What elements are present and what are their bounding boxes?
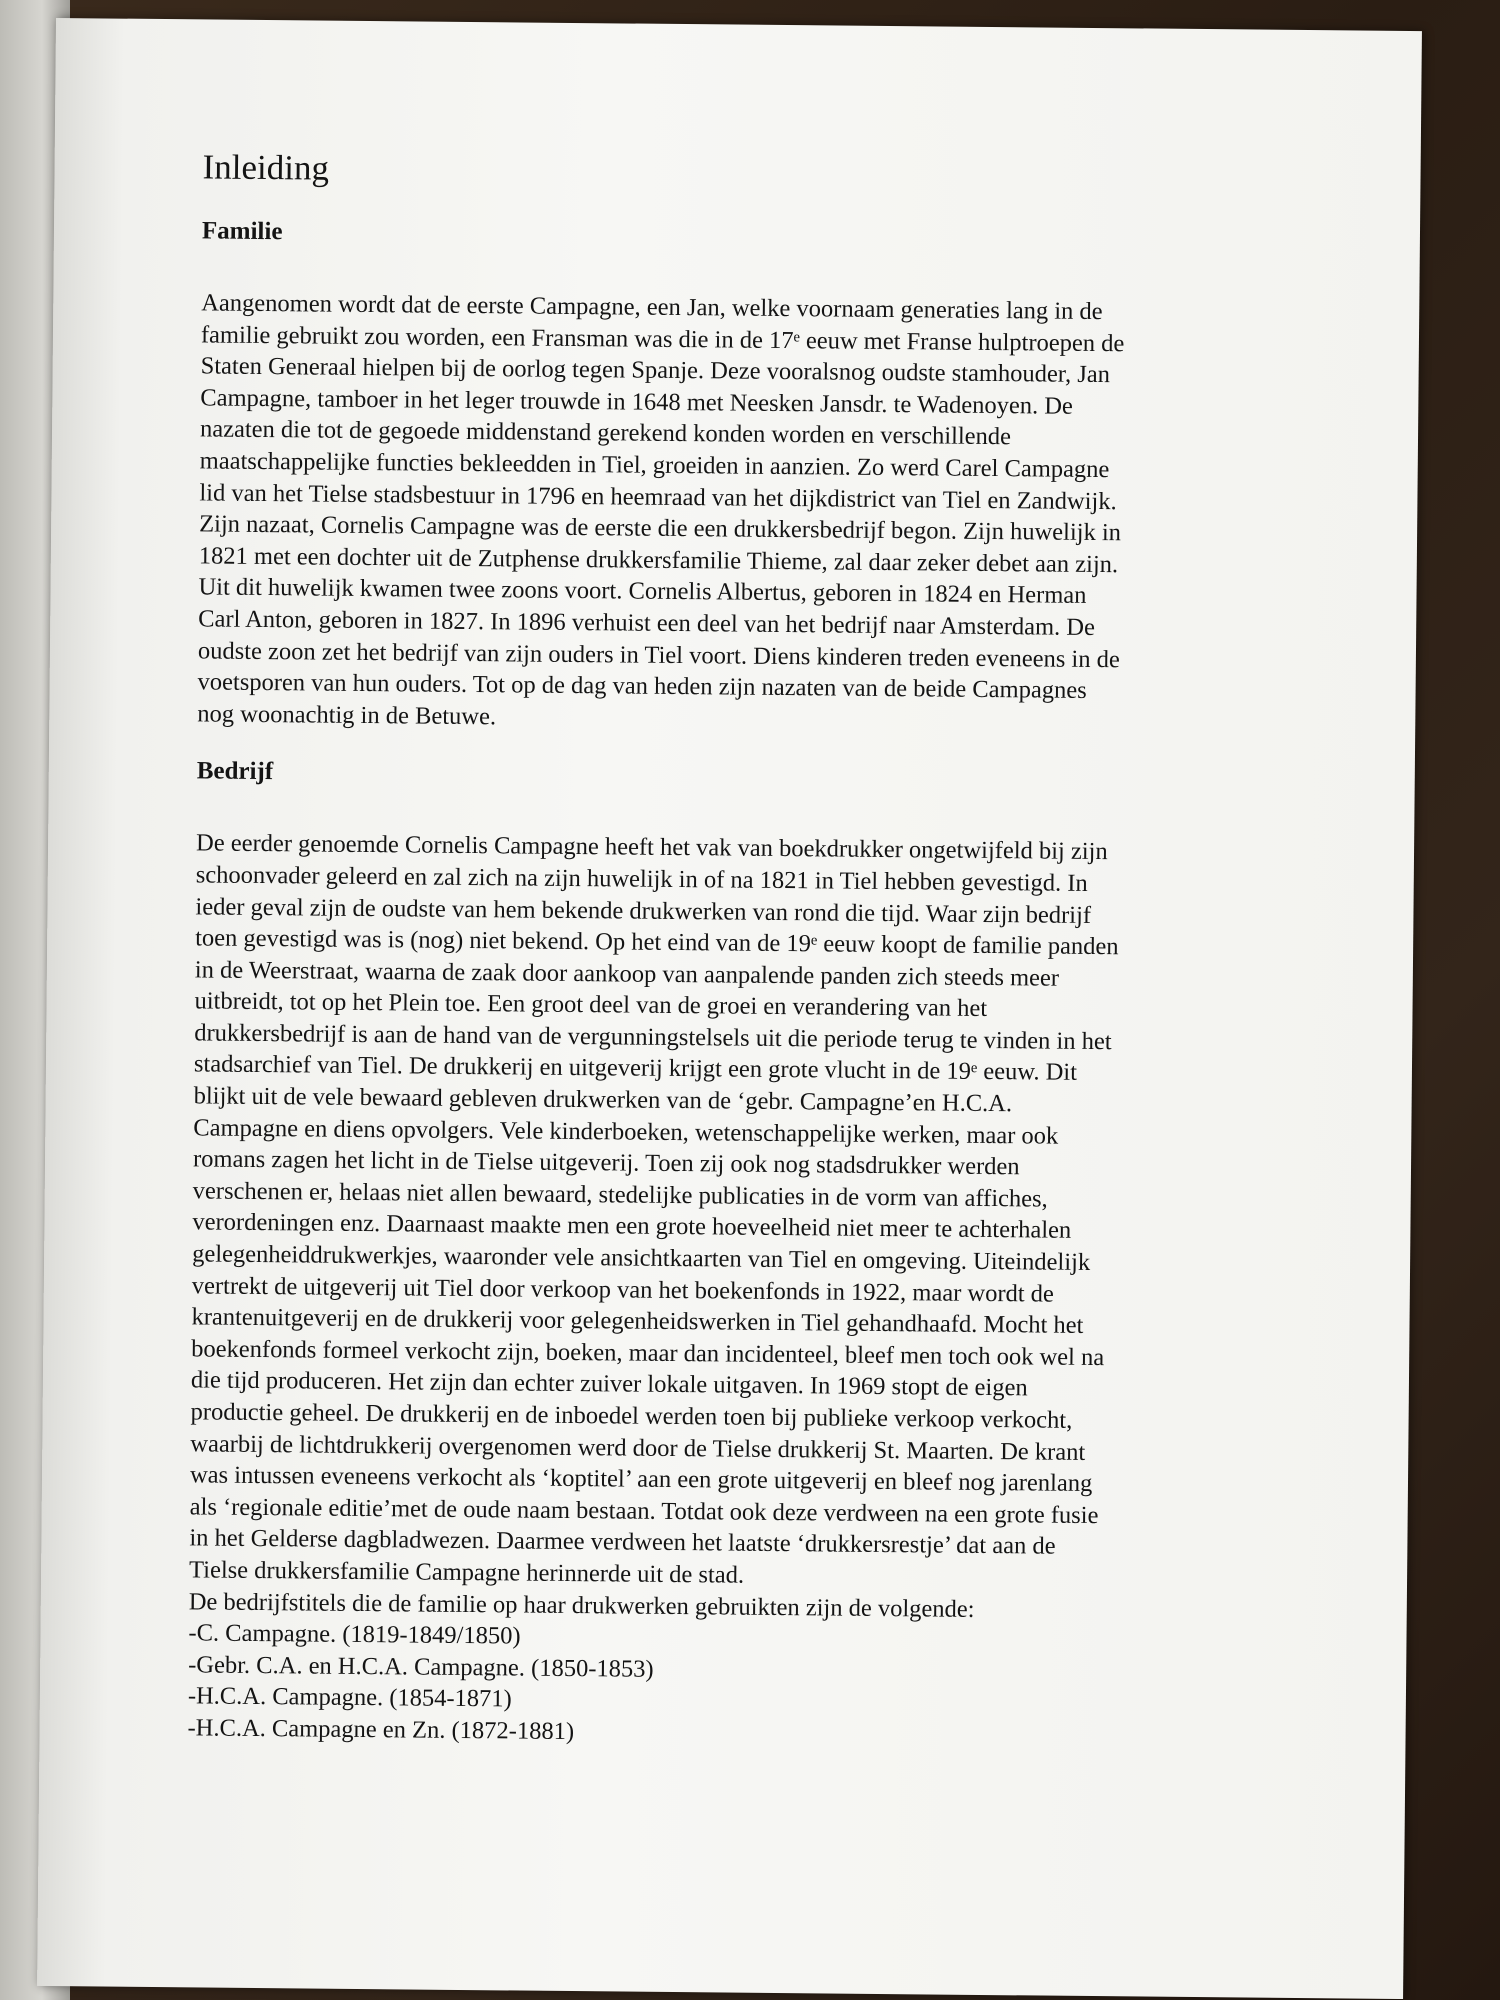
list-item: -C. Campagne. (1819-1849/1850) <box>188 1619 521 1650</box>
page-title: Inleiding <box>202 147 330 188</box>
section-paragraph-bedrijf: De eerder genoemde Cornelis Campagne heeft het vak van boekdrukker ongetwijfeld bij zijn schoonvader geleerd en zal zich na zijn huwelijk in of na 1821 in Tiel hebben gevestigd. In ieder geval zijn de oudste van hem bekende drukwerken van rond die tijd. Waar zijn bedrijf toen gevestigd was is (nog) niet bekend. Op het eind van de 19ᵉ eeuw koopt de familie panden in de Weerstraat, waarna de zaak door aankoop van aanpalende panden zich steeds meer uitbreidt, tot op het Plein toe. Een groot deel van de groei en verandering van het drukkersbedrijf is aan de hand van de vergunningstelsels uit die periode terug te vinden in het stadsarchief van Tiel. De drukkerij en uitgeverij krijgt een grote vlucht in de 19ᵉ eeuw. Dit blijkt uit de vele bewaard gebleven drukwerken van de ‘gebr. Campagne’en H.C.A. Campagne en diens opvolgers. Vele kinderboeken, wetenschappelijke werken, maar ook romans zagen het licht in de Tielse uitgeverij. Toen zij ook nog stadsdrukker werden verschenen er, helaas niet allen bewaard, stedelijke publicaties in de vorm van affiches, verordeningen enz. Daarnaast maakte men een grote hoeveelheid niet meer te achterhalen gelegenheiddrukwerkjes, waaronder vele ansichtkaarten van Tiel en omgeving. Uiteindelijk vertrekt de uitgeverij uit Tiel door verkoop van het boekenfonds in 1922, maar wordt de krantenuitgeverij en de drukkerij voor gelegenheidswerken in Tiel gehandhaafd. Mocht het boekenfonds formeel verkocht zijn, boeken, maar dan incidenteel, bleef men toch ook wel na die tijd produceren. Het zijn dan echter zuiver lokale uitgaven. In 1969 stopt de eigen productie geheel. De drukkerij en de inboedel werden toen bij publieke verkoop verkocht, waarbij de lichtdrukkerij overgenomen werd door de Tielse drukkerij St. Maarten. De krant was intussen eveneens verkocht als ‘koptitel’ aan een grote uitgeverij en bleef nog jarenlang als ‘regionale editie’met de oude naam bestaan. Totdat ook deze verdween na een grote fusie in het Gelderse dagbladwezen. Daarmee verdween het laatste ‘drukkersrestje’ dat aan de Tielse drukkersfamilie Campagne herinnerde uit de stad. De bedrijfstitels die de familie op haar drukwerken gebruikten zijn de volgende: <box>188 829 1119 1623</box>
section-heading-familie: Familie <box>201 217 283 246</box>
list-item: -H.C.A. Campagne. (1854-1871) <box>187 1682 512 1713</box>
section-paragraph-familie: Aangenomen wordt dat de eerste Campagne, een Jan, welke voornaam generaties lang in de familie gebruikt zou worden, een Fransman was die in de 17ᵉ eeuw met Franse hulptroepen de Staten Generaal hielpen bij de oorlog tegen Spanje. Deze vooralsnog oudste stamhouder, Jan Campagne, tamboer in het leger trouwde in 1648 met Neesken Jansdr. te Wadenoyen. De nazaten die tot de gegoede middenstand gerekend konden worden en verschillende maatschappelijke functies bekleedden in Tiel, groeiden in aanzien. Zo werd Carel Campagne lid van het Tielse stadsbestuur in 1796 en heemraad van het dijkdistrict van Tiel en Zandwijk. Zijn nazaat, Cornelis Campagne was de eerste die een drukkersbedrijf begon. Zijn huwelijk in 1821 met een dochter uit de Zutphense drukkersfamilie Thieme, zal daar zeker debet aan zijn. Uit dit huwelijk kwamen twee zoons voort. Cornelis Albertus, geboren in 1824 en Herman Carl Anton, geboren in 1827. In 1896 verhuist een deel van het bedrijf naar Amsterdam. De oudste zoon zet het bedrijf van zijn ouders in Tiel voort. Diens kinderen treden eveneens in de voetsporen van hun ouders. Tot op de dag van heden zijn nazaten van de beide Campagnes nog woonachtig in de Betuwe. <box>197 289 1125 730</box>
section-heading-bedrijf: Bedrijf <box>196 757 274 786</box>
document-page <box>37 18 1422 1999</box>
list-item: -Gebr. C.A. en H.C.A. Campagne. (1850-1853) <box>188 1651 654 1683</box>
company-titles-list <box>187 1618 1298 1755</box>
list-item: -H.C.A. Campagne en Zn. (1872-1881) <box>187 1714 575 1745</box>
page-content <box>187 147 1312 1754</box>
